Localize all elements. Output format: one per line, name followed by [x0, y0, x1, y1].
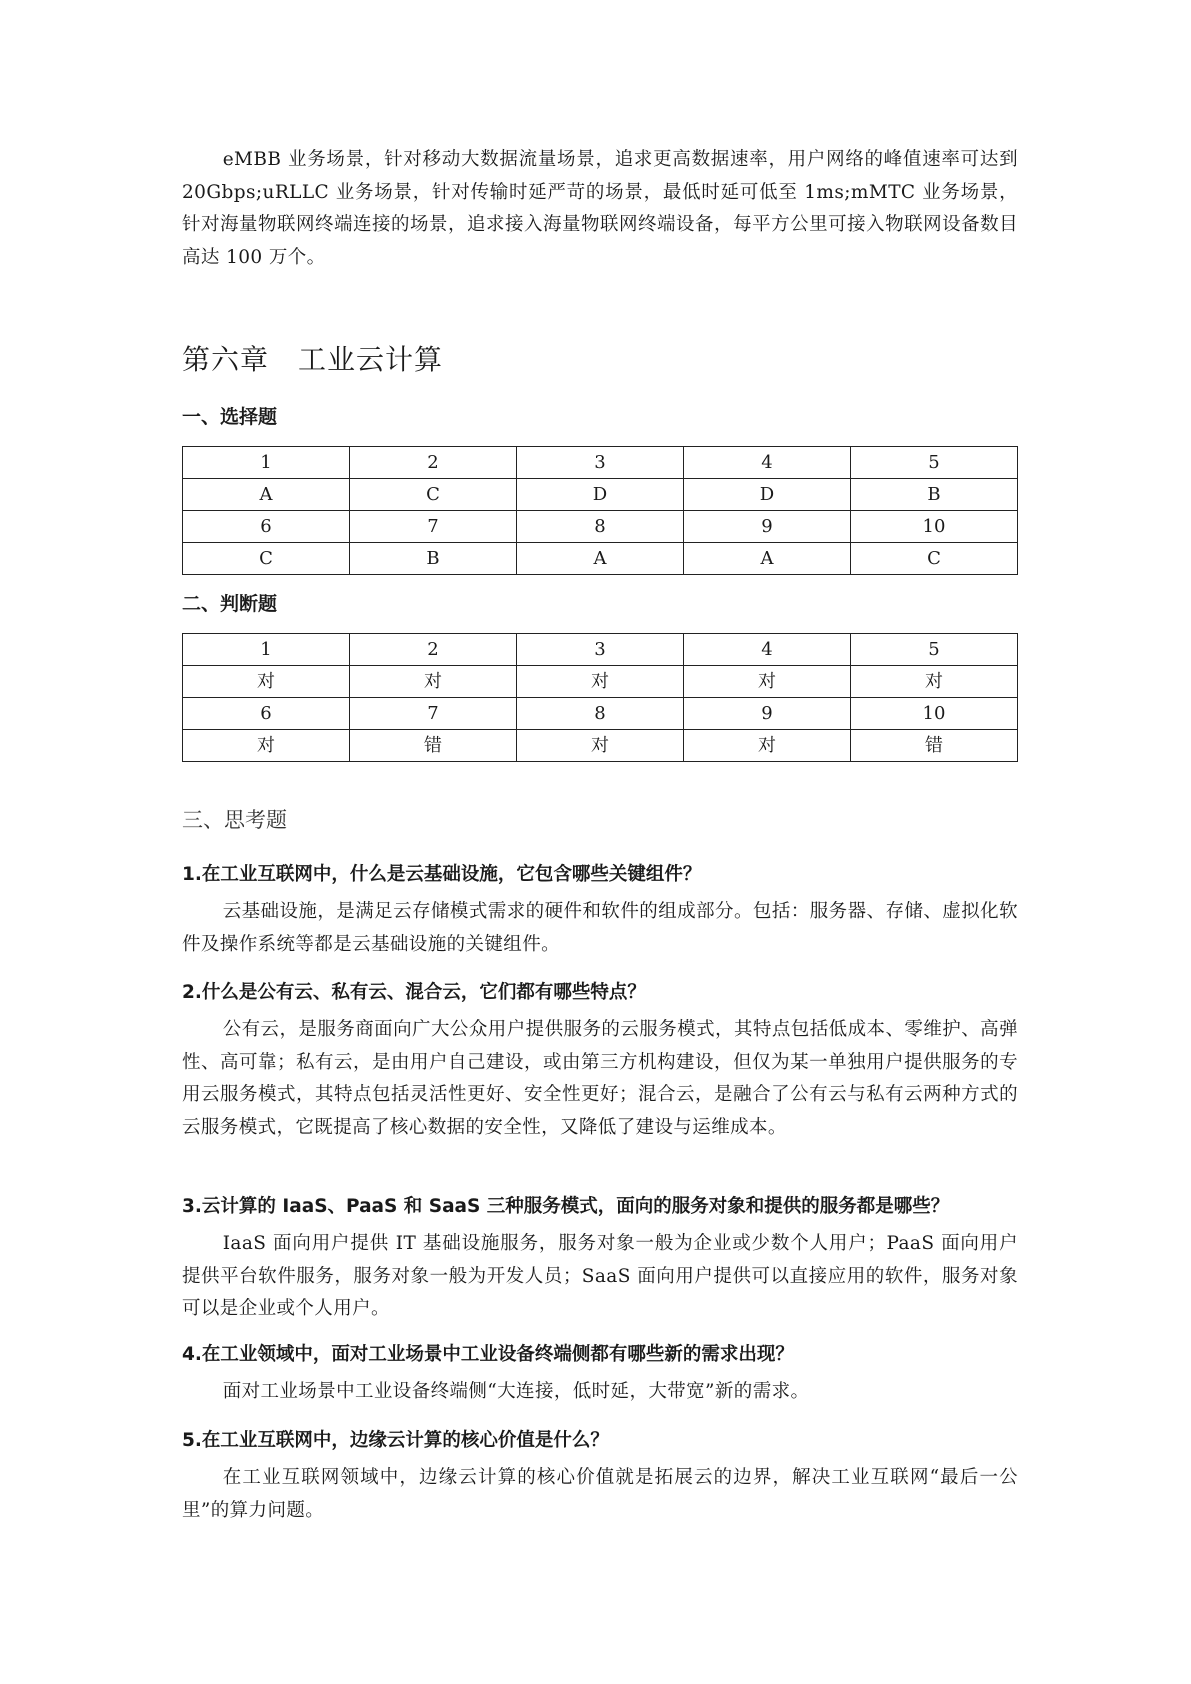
table-cell: C [183, 543, 350, 575]
table-cell: 4 [684, 634, 851, 666]
table-cell: 对 [684, 666, 851, 698]
table-cell: 7 [350, 511, 517, 543]
table-cell: 9 [684, 511, 851, 543]
table-cell: 8 [517, 511, 684, 543]
answer-4: 面对工业场景中工业设备终端侧“大连接，低时延，大带宽”新的需求。 [222, 1381, 810, 1402]
judge-section-title: 二、判断题 [182, 593, 278, 615]
table-row [183, 543, 1018, 575]
table-cell: 对 [684, 730, 851, 762]
table-cell: A [183, 479, 350, 511]
table-cell: 错 [350, 730, 517, 762]
answer-1: 云基础设施，是满足云存储模式需求的硬件和软件的组成部分。包括：服务器、存储、虚拟化软件及操作系统等都是云基础设施的关键组件。 [182, 901, 1018, 955]
table-cell: B [851, 479, 1018, 511]
table-row [183, 730, 1018, 762]
table-cell: A [517, 543, 684, 575]
table-cell: 错 [851, 730, 1018, 762]
table-cell: 6 [183, 511, 350, 543]
table-cell: B [350, 543, 517, 575]
table-cell: 5 [851, 634, 1018, 666]
table-cell: 6 [183, 698, 350, 730]
table-row [183, 479, 1018, 511]
table-cell: D [684, 479, 851, 511]
table-cell: 3 [517, 447, 684, 479]
table-row [183, 698, 1018, 730]
thinking-section-title: 三、思考题 [182, 808, 287, 832]
question-4: 4.在工业领域中，面对工业场景中工业设备终端侧都有哪些新的需求出现？ [182, 1344, 794, 1365]
answer-3: IaaS 面向用户提供 IT 基础设施服务，服务对象一般为企业或少数个人用户；PaaS 面向用户提供平台软件服务，服务对象一般为开发人员；SaaS 面向用户提供可以直接应用的软件，服务对象可以是企业或个人用户。 [182, 1233, 1018, 1319]
chapter-title: 第六章 工业云计算 [182, 343, 444, 376]
table-row [183, 447, 1018, 479]
question-3: 3.云计算的 IaaS、PaaS 和 SaaS 三种服务模式，面向的服务对象和提供的服务都是哪些？ [182, 1196, 950, 1217]
table-cell: 对 [350, 666, 517, 698]
table-cell: A [684, 543, 851, 575]
table-row [183, 666, 1018, 698]
table-cell: 对 [851, 666, 1018, 698]
table-cell: 9 [684, 698, 851, 730]
table-cell: C [350, 479, 517, 511]
judge-answer-table [182, 633, 1018, 762]
question-1: 1.在工业互联网中，什么是云基础设施，它包含哪些关键组件？ [182, 864, 702, 885]
table-cell: 1 [183, 634, 350, 666]
table-cell: 5 [851, 447, 1018, 479]
table-row [183, 634, 1018, 666]
table-cell: 2 [350, 447, 517, 479]
table-row [183, 511, 1018, 543]
intro-paragraph: eMBB 业务场景，针对移动大数据流量场景，追求更高数据速率，用户网络的峰值速率可达到 20Gbps;uRLLC 业务场景，针对传输时延严苛的场景，最低时延可低至 1ms;mMTC 业务场景，针对海量物联网终端连接的场景，追求接入海量物联网终端设备，每平方公里可接入物联网设备数目高达 100 万个。 [182, 149, 1018, 268]
table-cell: 2 [350, 634, 517, 666]
question-2: 2.什么是公有云、私有云、混合云，它们都有哪些特点？ [182, 982, 646, 1003]
table-cell: 4 [684, 447, 851, 479]
table-cell: 10 [851, 698, 1018, 730]
table-cell: 8 [517, 698, 684, 730]
choice-section-title: 一、选择题 [182, 406, 278, 428]
answer-5: 在工业互联网领域中，边缘云计算的核心价值就是拓展云的边界，解决工业互联网“最后一公里”的算力问题。 [182, 1467, 1018, 1521]
answer-2: 公有云，是服务商面向广大公众用户提供服务的云服务模式，其特点包括低成本、零维护、高弹性、高可靠；私有云，是由用户自己建设，或由第三方机构建设，但仅为某一单独用户提供服务的专用云服务模式，其特点包括灵活性更好、安全性更好；混合云，是融合了公有云与私有云两种方式的云服务模式，它既提高了核心数据的安全性，又降低了建设与运维成本。 [182, 1019, 1018, 1138]
choice-answer-table [182, 446, 1018, 575]
table-cell: 对 [183, 730, 350, 762]
table-cell: 对 [517, 666, 684, 698]
question-5: 5.在工业互联网中，边缘云计算的核心价值是什么？ [182, 1430, 609, 1451]
table-cell: 10 [851, 511, 1018, 543]
table-cell: 7 [350, 698, 517, 730]
table-cell: 对 [183, 666, 350, 698]
table-cell: 对 [517, 730, 684, 762]
table-cell: C [851, 543, 1018, 575]
table-cell: D [517, 479, 684, 511]
table-cell: 1 [183, 447, 350, 479]
table-cell: 3 [517, 634, 684, 666]
